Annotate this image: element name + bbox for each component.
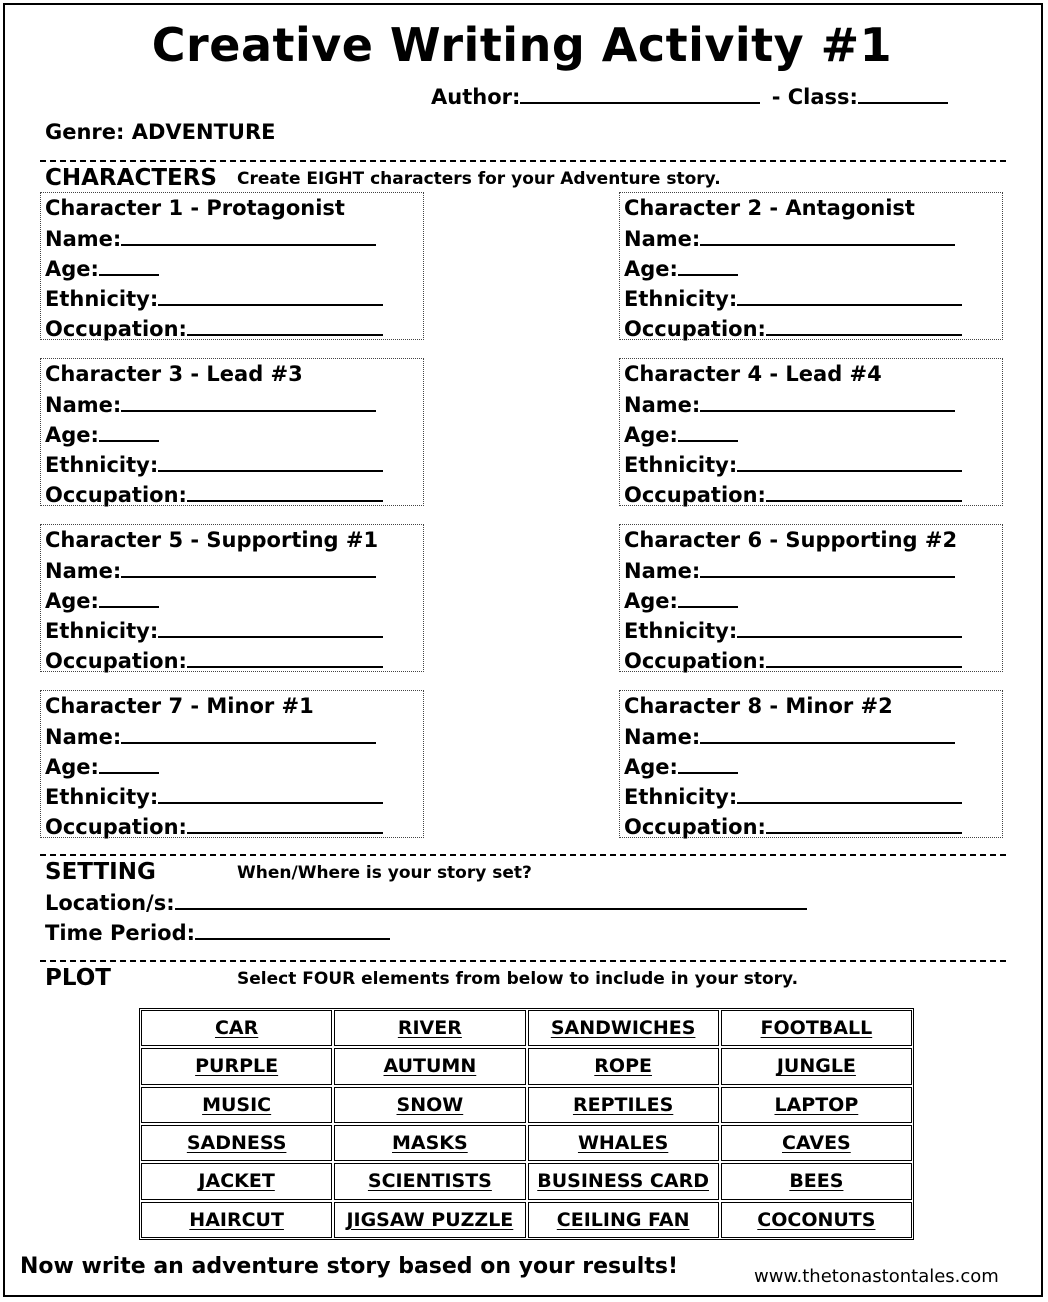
genre-label: Genre: ADVENTURE bbox=[45, 120, 276, 144]
character-title: Character 2 - Antagonist bbox=[624, 196, 915, 220]
character-age-label: Age: bbox=[624, 257, 678, 281]
character-occupation-blank[interactable] bbox=[187, 482, 383, 502]
character-ethnicity-blank[interactable] bbox=[158, 452, 383, 472]
character-ethnicity-blank[interactable] bbox=[737, 452, 962, 472]
author-blank[interactable] bbox=[520, 84, 760, 104]
character-name-blank[interactable] bbox=[121, 724, 376, 744]
character-card-2 bbox=[619, 192, 1003, 340]
plot-element-cell: MASKS bbox=[334, 1125, 525, 1161]
character-ethnicity-field bbox=[624, 452, 962, 477]
author-label: Author: bbox=[431, 85, 521, 109]
character-name-label: Name: bbox=[624, 227, 701, 251]
plot-element-cell: SANDWICHES bbox=[528, 1010, 719, 1046]
character-age-label: Age: bbox=[624, 423, 678, 447]
character-title: Character 8 - Minor #2 bbox=[624, 694, 893, 718]
character-name-blank[interactable] bbox=[121, 392, 376, 412]
plot-element-cell: BUSINESS CARD bbox=[528, 1163, 719, 1199]
character-name-field bbox=[624, 558, 955, 583]
character-ethnicity-label: Ethnicity: bbox=[45, 785, 159, 809]
character-age-label: Age: bbox=[45, 755, 99, 779]
character-title: Character 4 - Lead #4 bbox=[624, 362, 882, 386]
character-age-label: Age: bbox=[624, 589, 678, 613]
character-name-field bbox=[45, 226, 376, 251]
character-title: Character 1 - Protagonist bbox=[45, 196, 345, 220]
plot-element-cell: REPTILES bbox=[528, 1087, 719, 1123]
character-age-blank[interactable] bbox=[678, 588, 738, 608]
character-name-label: Name: bbox=[624, 725, 701, 749]
character-name-field bbox=[624, 392, 955, 417]
character-occupation-blank[interactable] bbox=[187, 814, 383, 834]
plot-element-cell: MUSIC bbox=[141, 1087, 332, 1123]
character-ethnicity-field bbox=[45, 784, 383, 809]
character-ethnicity-blank[interactable] bbox=[158, 618, 383, 638]
character-ethnicity-label: Ethnicity: bbox=[624, 619, 738, 643]
character-ethnicity-label: Ethnicity: bbox=[624, 785, 738, 809]
character-ethnicity-label: Ethnicity: bbox=[45, 287, 159, 311]
character-occupation-field bbox=[624, 648, 962, 673]
character-ethnicity-field bbox=[45, 286, 383, 311]
character-occupation-blank[interactable] bbox=[766, 316, 962, 336]
setting-heading: SETTING bbox=[45, 859, 156, 885]
character-age-field bbox=[624, 422, 738, 447]
character-occupation-field bbox=[624, 482, 962, 507]
character-title: Character 3 - Lead #3 bbox=[45, 362, 303, 386]
character-name-label: Name: bbox=[624, 393, 701, 417]
time-period-label: Time Period: bbox=[45, 921, 196, 945]
character-age-label: Age: bbox=[45, 589, 99, 613]
character-name-label: Name: bbox=[45, 227, 122, 251]
character-card-3 bbox=[40, 358, 424, 506]
plot-element-cell: JACKET bbox=[141, 1163, 332, 1199]
plot-element-cell: JUNGLE bbox=[721, 1048, 912, 1084]
footer-prompt: Now write an adventure story based on your results! bbox=[20, 1254, 678, 1279]
character-name-field bbox=[624, 724, 955, 749]
character-ethnicity-blank[interactable] bbox=[737, 784, 962, 804]
character-occupation-label: Occupation: bbox=[45, 317, 187, 341]
character-age-blank[interactable] bbox=[99, 754, 159, 774]
plot-element-cell: PURPLE bbox=[141, 1048, 332, 1084]
character-age-blank[interactable] bbox=[99, 422, 159, 442]
page-title: Creative Writing Activity #1 bbox=[151, 18, 893, 72]
character-ethnicity-field bbox=[624, 784, 962, 809]
character-name-field bbox=[45, 724, 376, 749]
plot-instruction: Select FOUR elements from below to include in your story. bbox=[237, 969, 799, 989]
character-occupation-blank[interactable] bbox=[766, 648, 962, 668]
character-occupation-field bbox=[45, 814, 383, 839]
plot-element-cell: HAIRCUT bbox=[141, 1202, 332, 1238]
character-age-field bbox=[45, 422, 159, 447]
section-divider bbox=[40, 960, 1006, 962]
character-age-blank[interactable] bbox=[678, 754, 738, 774]
plot-element-cell: LAPTOP bbox=[721, 1087, 912, 1123]
plot-element-cell: FOOTBALL bbox=[721, 1010, 912, 1046]
plot-element-cell: SADNESS bbox=[141, 1125, 332, 1161]
class-label: - Class: bbox=[771, 85, 858, 109]
character-occupation-field bbox=[624, 814, 962, 839]
character-ethnicity-label: Ethnicity: bbox=[45, 453, 159, 477]
character-name-blank[interactable] bbox=[700, 392, 955, 412]
section-divider bbox=[40, 854, 1006, 856]
character-ethnicity-blank[interactable] bbox=[158, 784, 383, 804]
character-ethnicity-field bbox=[45, 452, 383, 477]
time-period-field bbox=[45, 920, 390, 945]
location-field bbox=[45, 890, 807, 915]
character-age-blank[interactable] bbox=[678, 256, 738, 276]
character-card-1 bbox=[40, 192, 424, 340]
author-field bbox=[431, 84, 948, 109]
character-occupation-field bbox=[45, 482, 383, 507]
plot-element-cell: CEILING FAN bbox=[528, 1202, 719, 1238]
location-blank[interactable] bbox=[175, 890, 807, 910]
character-title: Character 7 - Minor #1 bbox=[45, 694, 314, 718]
character-occupation-label: Occupation: bbox=[624, 317, 766, 341]
plot-element-cell: RIVER bbox=[334, 1010, 525, 1046]
character-ethnicity-field bbox=[45, 618, 383, 643]
character-card-5 bbox=[40, 524, 424, 672]
setting-instruction: When/Where is your story set? bbox=[237, 863, 532, 883]
location-label: Location/s: bbox=[45, 891, 175, 915]
character-ethnicity-label: Ethnicity: bbox=[45, 619, 159, 643]
section-divider bbox=[40, 160, 1006, 162]
character-occupation-field bbox=[624, 316, 962, 341]
character-ethnicity-blank[interactable] bbox=[737, 618, 962, 638]
character-name-field bbox=[45, 392, 376, 417]
character-occupation-blank[interactable] bbox=[187, 316, 383, 336]
character-name-field bbox=[45, 558, 376, 583]
character-occupation-field bbox=[45, 316, 383, 341]
character-age-label: Age: bbox=[45, 257, 99, 281]
plot-heading: PLOT bbox=[45, 965, 111, 991]
character-occupation-blank[interactable] bbox=[187, 648, 383, 668]
characters-heading: CHARACTERS bbox=[45, 165, 217, 191]
plot-element-cell: COCONUTS bbox=[721, 1202, 912, 1238]
plot-element-cell: ROPE bbox=[528, 1048, 719, 1084]
plot-element-cell: WHALES bbox=[528, 1125, 719, 1161]
character-occupation-field bbox=[45, 648, 383, 673]
plot-element-cell: CAVES bbox=[721, 1125, 912, 1161]
plot-element-cell: BEES bbox=[721, 1163, 912, 1199]
character-occupation-label: Occupation: bbox=[45, 649, 187, 673]
character-ethnicity-label: Ethnicity: bbox=[624, 287, 738, 311]
plot-element-cell: SNOW bbox=[334, 1087, 525, 1123]
plot-element-cell: AUTUMN bbox=[334, 1048, 525, 1084]
character-occupation-blank[interactable] bbox=[766, 482, 962, 502]
character-occupation-label: Occupation: bbox=[624, 649, 766, 673]
plot-elements-table bbox=[139, 1008, 914, 1240]
character-ethnicity-field bbox=[624, 286, 962, 311]
character-name-blank[interactable] bbox=[121, 226, 376, 246]
character-ethnicity-blank[interactable] bbox=[158, 286, 383, 306]
character-card-6 bbox=[619, 524, 1003, 672]
character-name-label: Name: bbox=[624, 559, 701, 583]
character-age-field bbox=[624, 256, 738, 281]
character-name-blank[interactable] bbox=[121, 558, 376, 578]
character-occupation-label: Occupation: bbox=[45, 815, 187, 839]
character-occupation-label: Occupation: bbox=[624, 815, 766, 839]
character-name-label: Name: bbox=[45, 725, 122, 749]
character-name-blank[interactable] bbox=[700, 724, 955, 744]
character-age-label: Age: bbox=[45, 423, 99, 447]
character-name-label: Name: bbox=[45, 393, 122, 417]
character-title: Character 6 - Supporting #2 bbox=[624, 528, 958, 552]
character-age-field bbox=[624, 754, 738, 779]
character-age-field bbox=[45, 256, 159, 281]
class-blank[interactable] bbox=[858, 84, 948, 104]
character-age-field bbox=[45, 754, 159, 779]
plot-element-cell: SCIENTISTS bbox=[334, 1163, 525, 1199]
character-name-label: Name: bbox=[45, 559, 122, 583]
character-occupation-blank[interactable] bbox=[766, 814, 962, 834]
character-age-field bbox=[624, 588, 738, 613]
character-age-blank[interactable] bbox=[99, 588, 159, 608]
time-period-blank[interactable] bbox=[195, 920, 390, 940]
character-age-blank[interactable] bbox=[678, 422, 738, 442]
character-name-field bbox=[624, 226, 955, 251]
character-occupation-label: Occupation: bbox=[624, 483, 766, 507]
character-name-blank[interactable] bbox=[700, 558, 955, 578]
character-age-field bbox=[45, 588, 159, 613]
characters-instruction: Create EIGHT characters for your Adventure story. bbox=[237, 169, 721, 189]
character-ethnicity-label: Ethnicity: bbox=[624, 453, 738, 477]
character-ethnicity-blank[interactable] bbox=[737, 286, 962, 306]
character-card-7 bbox=[40, 690, 424, 838]
character-title: Character 5 - Supporting #1 bbox=[45, 528, 379, 552]
website-url: www.thetonastontales.com bbox=[754, 1266, 999, 1287]
character-ethnicity-field bbox=[624, 618, 962, 643]
character-card-4 bbox=[619, 358, 1003, 506]
plot-element-cell: CAR bbox=[141, 1010, 332, 1046]
character-occupation-label: Occupation: bbox=[45, 483, 187, 507]
character-age-label: Age: bbox=[624, 755, 678, 779]
plot-element-cell: JIGSAW PUZZLE bbox=[334, 1202, 525, 1238]
character-card-8 bbox=[619, 690, 1003, 838]
character-age-blank[interactable] bbox=[99, 256, 159, 276]
character-name-blank[interactable] bbox=[700, 226, 955, 246]
